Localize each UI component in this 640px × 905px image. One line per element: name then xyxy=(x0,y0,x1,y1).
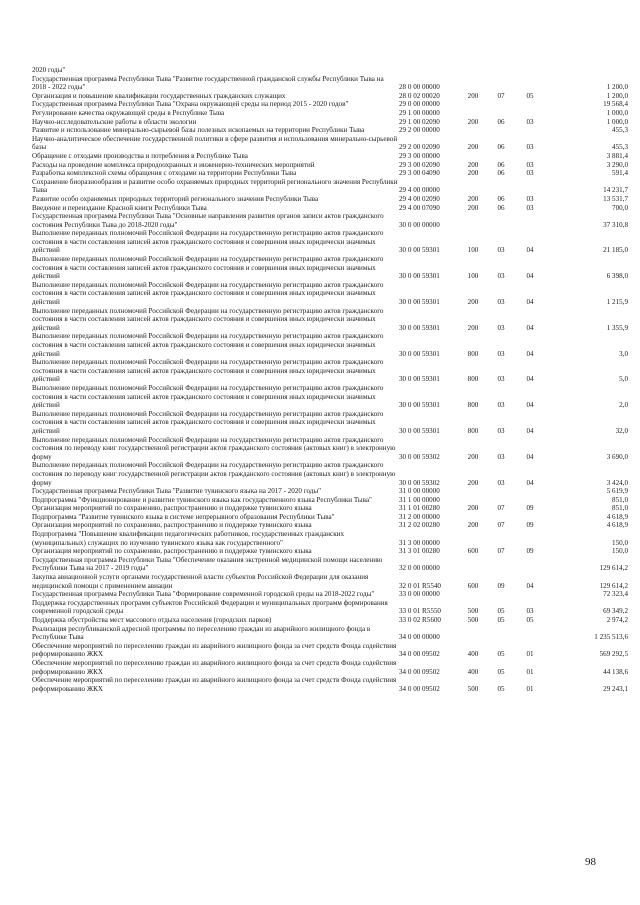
row-name: Выполнение переданных полномочий Российской Федерации на государственную регистрацию актов гражданского состояния в части составления записей актов гражданского состояния и совершения иных юридически значимых действий xyxy=(32,409,384,435)
row-subsection: 09 xyxy=(526,504,534,513)
row-subsection: 09 xyxy=(526,547,534,556)
row-name: Выполнение переданных полномочий Российской Федерации на государственную регистрацию актов гражданского состояния в части составления записей актов гражданского состояния и совершения иных юридически значимых действий xyxy=(32,383,384,410)
table-row xyxy=(30,530,630,547)
table-row xyxy=(30,126,630,135)
budget-table xyxy=(30,66,630,693)
row-expense-type: 500 xyxy=(467,607,479,616)
row-target-article: 31 1 00 00000 xyxy=(399,495,440,504)
row-name: Организация мероприятий по сохранению, распространению и поддержке тувинского языка xyxy=(32,521,312,530)
table-row xyxy=(30,161,630,170)
row-amount: 129 614,2 xyxy=(599,581,628,590)
row-target-article: 29 4 00 02090 xyxy=(399,194,440,203)
table-row xyxy=(30,625,630,642)
row-section: 06 xyxy=(497,194,505,203)
row-name: Организация и повышение квалификации государственных гражданских служащих xyxy=(32,91,286,100)
row-name: Научно-исследовательские работы в области экологии xyxy=(32,117,197,126)
row-target-article: 34 0 00 09502 xyxy=(399,650,440,659)
row-target-article: 30 0 00 59301 xyxy=(399,426,440,435)
row-subsection: 04 xyxy=(526,375,534,384)
row-target-article: 30 0 00 59301 xyxy=(399,246,440,255)
row-amount: 1 200,0 xyxy=(606,83,628,92)
table-row xyxy=(30,152,630,161)
row-amount: 5 619,9 xyxy=(606,487,628,496)
row-subsection: 04 xyxy=(526,246,534,255)
row-name: Выполнение переданных полномочий Российской Федерации на государственную регистрацию актов гражданского состояния в части составления записей актов гражданского состояния и совершения иных юридически значимых действий xyxy=(32,306,384,332)
row-subsection: 03 xyxy=(526,169,534,178)
row-expense-type: 200 xyxy=(467,521,479,530)
row-subsection: 09 xyxy=(526,521,534,530)
row-amount: 3 881,4 xyxy=(606,151,628,160)
row-target-article: 29 3 00 00000 xyxy=(399,151,440,160)
row-expense-type: 200 xyxy=(467,478,479,487)
row-target-article: 30 0 00 59301 xyxy=(399,298,440,307)
row-subsection: 01 xyxy=(526,667,534,676)
row-amount: 5,0 xyxy=(619,375,628,384)
row-target-article: 31 3 00 00000 xyxy=(399,538,440,547)
row-target-article: 30 0 00 59301 xyxy=(399,272,440,281)
table-row xyxy=(30,195,630,204)
row-amount: 3 424,0 xyxy=(606,478,628,487)
row-subsection: 03 xyxy=(526,160,534,169)
row-name: Реализация республиканской адресной программы по переселению граждан из аварийного жилищного фонда в Республике Тыва xyxy=(32,624,371,642)
row-expense-type: 100 xyxy=(467,272,479,281)
table-row xyxy=(30,461,630,487)
row-section: 05 xyxy=(497,667,505,676)
row-amount: 29 243,1 xyxy=(603,684,628,693)
row-subsection: 04 xyxy=(526,272,534,281)
row-subsection: 01 xyxy=(526,684,534,693)
table-row xyxy=(30,410,630,436)
row-subsection: 04 xyxy=(526,426,534,435)
row-target-article: 31 2 02 00280 xyxy=(399,521,440,530)
row-name: Организация мероприятий по сохранению, распространению и поддержке тувинского языка xyxy=(32,504,312,513)
row-name: Сохранение биоразнообразия и развитие особо охраняемых природных территорий регионального значения Республики Тыва xyxy=(32,177,398,195)
row-target-article: 29 2 00 00000 xyxy=(399,126,440,135)
table-row xyxy=(30,204,630,213)
row-subsection: 04 xyxy=(526,401,534,410)
table-row xyxy=(30,659,630,676)
row-section: 03 xyxy=(497,452,505,461)
row-subsection: 04 xyxy=(526,581,534,590)
row-expense-type: 200 xyxy=(467,452,479,461)
row-amount: 3 290,0 xyxy=(606,160,628,169)
row-name: Государственная программа Республики Тыва "Развитие государственной гражданской службы Республики Тыва на 2018 - 2022 годы" xyxy=(32,74,384,92)
row-name: Введение и переиздание Красной книги Республики Тыва xyxy=(32,203,207,212)
table-row xyxy=(30,676,630,693)
page-number: 98 xyxy=(585,856,596,868)
table-row xyxy=(30,332,630,358)
row-section: 03 xyxy=(497,298,505,307)
row-amount: 129 614,2 xyxy=(599,564,628,573)
row-section: 03 xyxy=(497,246,505,255)
table-row xyxy=(30,109,630,118)
row-subsection: 04 xyxy=(526,349,534,358)
row-subsection: 04 xyxy=(526,452,534,461)
row-expense-type: 100 xyxy=(467,246,479,255)
row-name: Выполнение переданных полномочий Российской Федерации на государственную регистрацию актов гражданского состояния в части составления записей актов гражданского состояния и совершения иных юридически значимых действий xyxy=(32,358,384,384)
row-amount: 14 231,7 xyxy=(603,186,628,195)
row-expense-type: 400 xyxy=(467,650,479,659)
table-row xyxy=(30,547,630,556)
row-name: Организация мероприятий по сохранению, распространению и поддержке тувинского языка xyxy=(32,547,312,556)
row-amount: 32,0 xyxy=(615,426,628,435)
row-amount: 21 185,0 xyxy=(603,246,628,255)
table-row xyxy=(30,229,630,255)
row-target-article: 28 0 02 00020 xyxy=(399,91,440,100)
row-target-article: 32 0 00 00000 xyxy=(399,564,440,573)
row-target-article: 34 0 00 09502 xyxy=(399,667,440,676)
row-section: 03 xyxy=(497,272,505,281)
row-amount: 72 323,4 xyxy=(603,590,628,599)
row-amount: 851,0 xyxy=(612,495,628,504)
row-section: 06 xyxy=(497,203,505,212)
row-name: Выполнение переданных полномочий Российской Федерации на государственную регистрацию актов гражданского состояния в части составления записей актов гражданского состояния и совершения иных юридически значимых действий xyxy=(32,280,384,307)
row-name: Расходы на проведение комплекса природоохранных и инженерно-технических мероприятий xyxy=(32,160,315,169)
table-row xyxy=(30,212,630,229)
row-amount: 6 398,0 xyxy=(606,272,628,281)
row-name: Выполнение переданных полномочий Российской Федерации на государственную регистрацию актов гражданского состояния в части составления записей актов гражданского состояния и совершения иных юридически значимых действий xyxy=(32,229,384,255)
row-subsection: 01 xyxy=(526,650,534,659)
row-expense-type: 200 xyxy=(467,117,479,126)
row-expense-type: 200 xyxy=(467,194,479,203)
row-target-article: 29 3 00 02090 xyxy=(399,160,440,169)
row-name: Разработка комплексной схемы обращения с отходами на территории Республики Тыва xyxy=(32,169,297,178)
row-amount: 19 568,4 xyxy=(603,100,628,109)
row-section: 07 xyxy=(497,521,505,530)
row-expense-type: 200 xyxy=(467,143,479,152)
table-row xyxy=(30,281,630,307)
row-subsection: 05 xyxy=(526,616,534,624)
row-name: Научно-аналитическое обеспечение государственной политики в сфере развития и использования минерально-сырьевой базы xyxy=(32,134,398,152)
row-target-article: 29 1 00 00000 xyxy=(399,108,440,117)
row-expense-type: 200 xyxy=(467,298,479,307)
row-section: 06 xyxy=(497,169,505,178)
row-target-article: 32 0 01 R5540 xyxy=(399,581,441,590)
row-target-article: 31 3 01 00280 xyxy=(399,547,440,556)
row-subsection: 03 xyxy=(526,143,534,152)
row-target-article: 30 0 00 59301 xyxy=(399,375,440,384)
row-amount: 1 355,9 xyxy=(606,323,628,332)
row-target-article: 30 0 00 00000 xyxy=(399,220,440,229)
row-expense-type: 200 xyxy=(467,91,479,100)
row-amount: 851,0 xyxy=(612,504,628,513)
row-name: Обращение с отходами производства и потребления в Республике Тыва xyxy=(32,151,248,160)
row-section: 06 xyxy=(497,160,505,169)
row-name: Подпрограмма "Повышение квалификации педагогических работников, государственных гражданских (муниципальных) служащих по изучению тувинского языка как государственного" xyxy=(32,530,344,547)
row-name: Развитие и использование минерально-сырьевой базы полезных ископаемых на территории Республики Тыва xyxy=(32,126,365,135)
row-target-article: 34 0 00 00000 xyxy=(399,633,440,642)
row-name: Государственная программа Республики Тыва "Обеспечение оказания экстренной медицинской помощи населению Республики Тыва на 2017 - 2019 годы" xyxy=(32,555,383,573)
row-expense-type: 200 xyxy=(467,323,479,332)
table-row xyxy=(30,118,630,127)
table-row xyxy=(30,436,630,462)
row-expense-type: 200 xyxy=(467,160,479,169)
row-section: 03 xyxy=(497,426,505,435)
row-expense-type: 800 xyxy=(467,375,479,384)
row-amount: 1 235 513,6 xyxy=(594,633,628,642)
table-row xyxy=(30,307,630,333)
row-amount: 591,4 xyxy=(612,169,628,178)
row-name: Государственная программа Республики Тыва "Охрана окружающей среды на период 2015 - 2020 годов" xyxy=(32,100,349,109)
table-row xyxy=(30,255,630,281)
row-section: 03 xyxy=(497,478,505,487)
row-amount: 2 974,2 xyxy=(606,616,628,624)
row-section: 05 xyxy=(497,607,505,616)
table-row xyxy=(30,513,630,522)
row-target-article: 33 0 01 R5550 xyxy=(399,607,441,616)
table-row xyxy=(30,487,630,496)
row-expense-type: 200 xyxy=(467,203,479,212)
row-amount: 1 000,0 xyxy=(606,117,628,126)
row-expense-type: 600 xyxy=(467,547,479,556)
row-amount: 455,3 xyxy=(612,143,628,152)
row-subsection: 04 xyxy=(526,298,534,307)
row-name: Развитие особо охраняемых природных территорий регионального значения Республики Тыва xyxy=(32,194,319,203)
row-section: 06 xyxy=(497,143,505,152)
row-amount: 4 618,9 xyxy=(606,521,628,530)
row-amount: 1 000,0 xyxy=(606,108,628,117)
table-row xyxy=(30,66,630,75)
table-row xyxy=(30,384,630,410)
row-name: Подпрограмма "Развитие тувинского языка в системе непрерывного образования Республики Тыва" xyxy=(32,512,335,521)
row-section: 03 xyxy=(497,323,505,332)
table-row xyxy=(30,358,630,384)
row-name: Выполнение переданных полномочий Российской Федерации на государственную регистрацию актов гражданского состояния по переводу книг государственной регистрации актов гражданского состояния (актовых книг) в электронную форму xyxy=(32,461,396,487)
row-name: Выполнение переданных полномочий Российской Федерации на государственную регистрацию актов гражданского состояния в части составления записей актов гражданского состояния и совершения иных юридически значимых действий xyxy=(32,255,384,281)
row-amount: 13 531,7 xyxy=(603,194,628,203)
row-target-article: 31 1 01 00280 xyxy=(399,504,440,513)
row-target-article: 29 4 00 00000 xyxy=(399,186,440,195)
row-name: Обеспечение мероприятий по переселению граждан из аварийного жилищного фонда за счет средств Фонда содействия реформированию ЖКХ xyxy=(32,641,397,659)
row-target-article: 33 0 00 00000 xyxy=(399,590,440,599)
row-expense-type: 200 xyxy=(467,504,479,513)
row-target-article: 33 0 02 R5600 xyxy=(399,616,441,624)
row-amount: 37 310,8 xyxy=(603,220,628,229)
row-section: 05 xyxy=(497,650,505,659)
row-name: Выполнение переданных полномочий Российской Федерации на государственную регистрацию актов гражданского состояния по переводу книг государственной регистрации актов гражданского состояния (актовых книг) в электронную форму xyxy=(32,435,396,461)
row-target-article: 29 2 00 02090 xyxy=(399,143,440,152)
row-amount: 2,0 xyxy=(619,401,628,410)
table-row xyxy=(30,169,630,178)
row-target-article: 29 4 00 07090 xyxy=(399,203,440,212)
row-amount: 150,0 xyxy=(612,547,628,556)
row-name: Обеспечение мероприятий по переселению граждан из аварийного жилищного фонда за счет средств Фонда содействия реформированию ЖКХ xyxy=(32,676,397,693)
row-target-article: 29 0 00 00000 xyxy=(399,100,440,109)
row-target-article: 30 0 00 59302 xyxy=(399,478,440,487)
row-subsection: 04 xyxy=(526,478,534,487)
row-section: 05 xyxy=(497,684,505,693)
row-target-article: 34 0 00 09502 xyxy=(399,684,440,693)
table-row xyxy=(30,496,630,505)
row-section: 07 xyxy=(497,547,505,556)
row-subsection: 03 xyxy=(526,194,534,203)
row-expense-type: 800 xyxy=(467,401,479,410)
table-row xyxy=(30,521,630,530)
table-row xyxy=(30,556,630,573)
row-target-article: 30 0 00 59301 xyxy=(399,349,440,358)
row-subsection: 04 xyxy=(526,323,534,332)
row-expense-type: 800 xyxy=(467,349,479,358)
row-name: Обеспечение мероприятий по переселению граждан из аварийного жилищного фонда за счет средств Фонда содействия реформированию ЖКХ xyxy=(32,658,397,676)
row-target-article: 29 3 00 04090 xyxy=(399,169,440,178)
row-section: 05 xyxy=(497,616,505,624)
row-target-article: 30 0 00 59302 xyxy=(399,452,440,461)
row-target-article: 31 0 00 00000 xyxy=(399,487,440,496)
row-name: 2020 годы" xyxy=(32,66,66,74)
row-name: Подпрограмма "Функционирование и развитие тувинского языка как государственного языка Республики Тыва" xyxy=(32,495,372,504)
row-section: 07 xyxy=(497,91,505,100)
row-expense-type: 500 xyxy=(467,684,479,693)
row-target-article: 28 0 00 00000 xyxy=(399,83,440,92)
row-name: Регулирование качества окружающей среды в Республике Тыва xyxy=(32,108,225,117)
table-row xyxy=(30,616,630,625)
row-amount: 1 200,0 xyxy=(606,91,628,100)
row-subsection: 03 xyxy=(526,607,534,616)
row-section: 07 xyxy=(497,504,505,513)
table-row xyxy=(30,135,630,152)
row-expense-type: 600 xyxy=(467,581,479,590)
row-subsection: 03 xyxy=(526,203,534,212)
table-row xyxy=(30,599,630,616)
table-row xyxy=(30,75,630,92)
row-name: Выполнение переданных полномочий Российской Федерации на государственную регистрацию актов гражданского состояния в части составления записей актов гражданского состояния и совершения иных юридически значимых действий xyxy=(32,332,384,358)
row-amount: 3 690,0 xyxy=(606,452,628,461)
row-name: Поддержка обустройства мест массового отдыха населения (городских парков) xyxy=(32,616,272,624)
row-name: Государственная программа Республики Тыва "Основные направления развития органов записи актов гражданского состояния Республики Тыва до 2018-2020 годы" xyxy=(32,212,384,229)
row-subsection: 05 xyxy=(526,91,534,100)
row-amount: 1 215,9 xyxy=(606,298,628,307)
table-row xyxy=(30,642,630,659)
row-expense-type: 200 xyxy=(467,169,479,178)
table-row xyxy=(30,92,630,101)
row-amount: 69 349,2 xyxy=(603,607,628,616)
row-name: Поддержка государственных программ субъектов Российской Федерации и муниципальных программ формирования современной городской среды xyxy=(32,598,388,616)
table-row xyxy=(30,178,630,195)
table-row xyxy=(30,573,630,590)
row-target-article: 31 2 00 00000 xyxy=(399,512,440,521)
table-row xyxy=(30,504,630,513)
row-amount: 569 292,5 xyxy=(599,650,628,659)
row-section: 03 xyxy=(497,375,505,384)
row-section: 09 xyxy=(497,581,505,590)
row-amount: 455,3 xyxy=(612,126,628,135)
table-row xyxy=(30,590,630,599)
row-target-article: 30 0 00 59301 xyxy=(399,401,440,410)
row-expense-type: 800 xyxy=(467,426,479,435)
row-expense-type: 500 xyxy=(467,616,479,624)
row-name: Государственная программа Республики Тыва "Формирование современной городской среды на 2018-2022 годы" xyxy=(32,590,375,599)
row-name: Государственная программа Республики Тыва "Развитие тувинского языка на 2017 - 2020 годы" xyxy=(32,487,322,496)
row-amount: 700,0 xyxy=(612,203,628,212)
row-amount: 44 138,6 xyxy=(603,667,628,676)
row-amount: 3,0 xyxy=(619,349,628,358)
row-expense-type: 400 xyxy=(467,667,479,676)
row-amount: 150,0 xyxy=(612,538,628,547)
table-row xyxy=(30,100,630,109)
row-target-article: 30 0 00 59301 xyxy=(399,323,440,332)
row-section: 03 xyxy=(497,401,505,410)
row-target-article: 29 1 00 02090 xyxy=(399,117,440,126)
row-amount: 4 618,9 xyxy=(606,512,628,521)
row-section: 06 xyxy=(497,117,505,126)
row-section: 03 xyxy=(497,349,505,358)
row-subsection: 03 xyxy=(526,117,534,126)
row-name: Закупка авиационной услуги органами государственной власти субъектов Российской Федерации для оказания медицинской помощи с применением авиации xyxy=(32,573,369,590)
